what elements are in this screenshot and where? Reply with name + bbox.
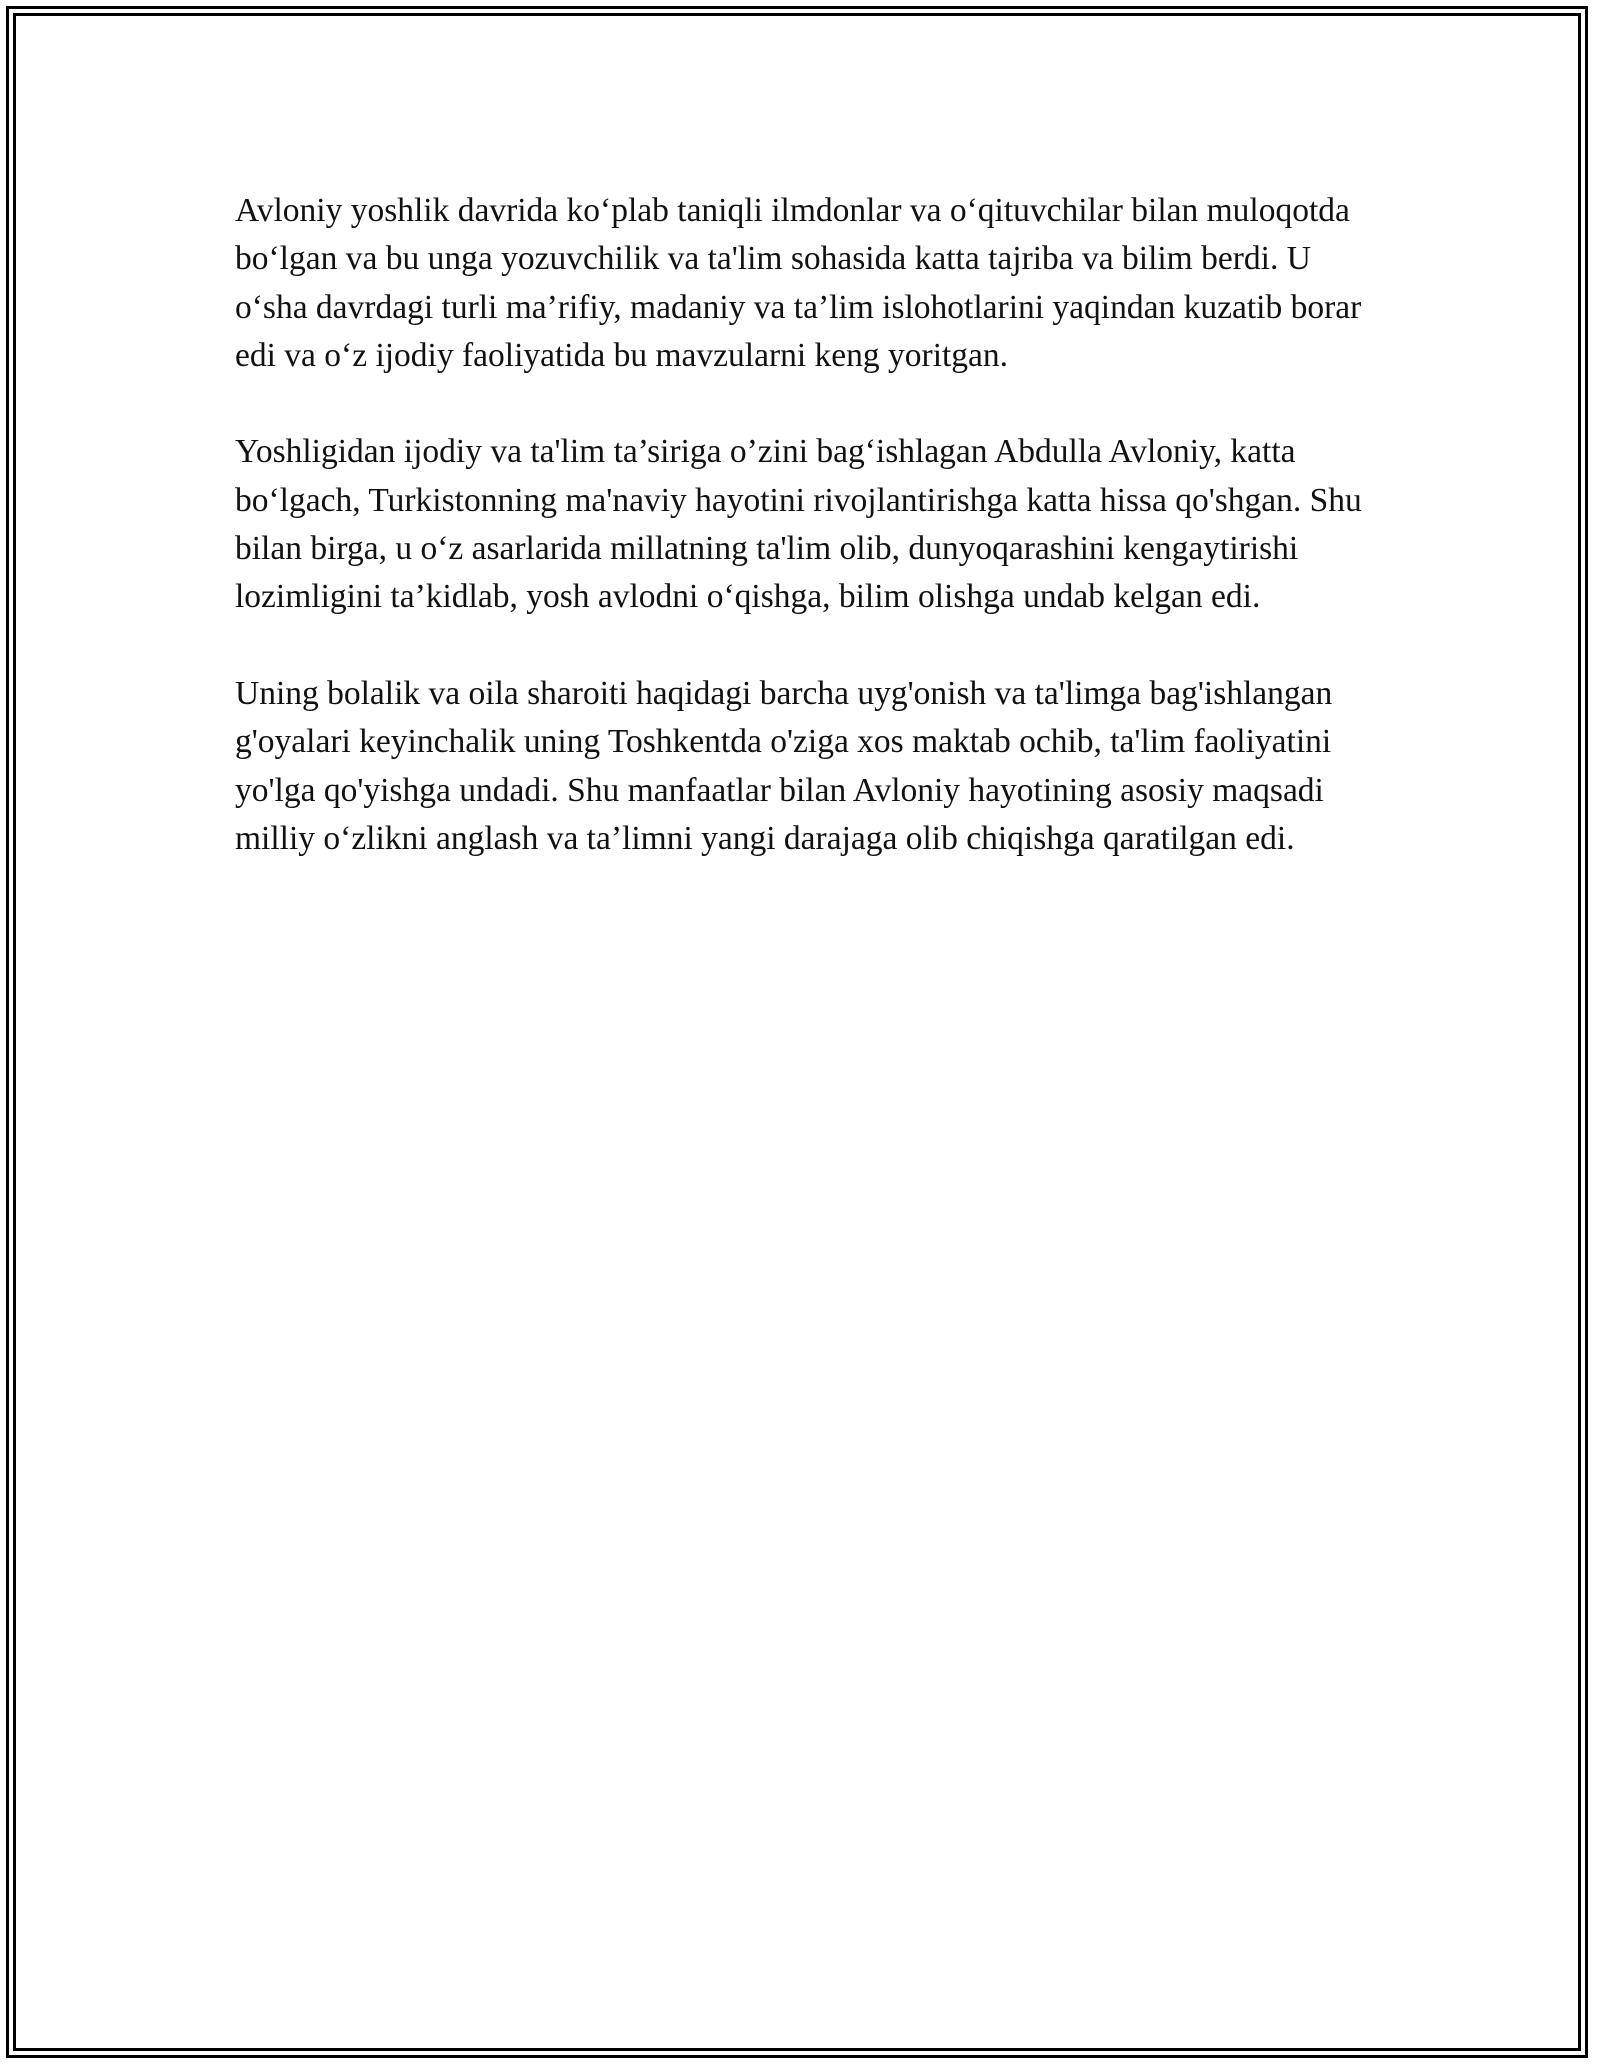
paragraph-1: Avloniy yoshlik davrida ko‘plab taniqli ilmdonlar va o‘qituvchilar bilan muloqotda bo‘lgan va bu unga yozuvchilik va ta'lim sohasida katta tajriba va bilim berdi. U o‘sha davrdagi turli ma’rifiy, madaniy va ta’lim islohotlarini yaqindan kuzatib borar edi va o‘z ijodiy faoliyatida bu mavzularni keng yoritgan. [235, 192, 1362, 374]
paragraph-3: Uning bolalik va oila sharoiti haqidagi barcha uyg'onish va ta'limga bag'ishlangan g'oyalari keyinchalik uning Toshkentda o'ziga xos maktab ochib, ta'lim faoliyatini yo'lga qo'yishga undadi. Shu manfaatlar bilan Avloniy hayotining asosiy maqsadi milliy o‘zlikni anglash va ta’limni yangi darajaga olib chiqishga qaratilgan edi. [235, 674, 1333, 857]
paragraph-2: Yoshligidan ijodiy va ta'lim ta’siriga o’zini bag‘ishlagan Abdulla Avloniy, katta bo‘lgach, Turkistonning ma'naviy hayotini rivojlantirishga katta hissa qo'shgan. Shu bilan birga, u o‘z asarlarida millatning ta'lim olib, dunyoqarashini kengaytirishi lozimligini ta’kidlab, yosh avlodni o‘qishga, bilim olishga undab kelgan edi. [235, 433, 1362, 616]
document-body [235, 187, 1375, 911]
